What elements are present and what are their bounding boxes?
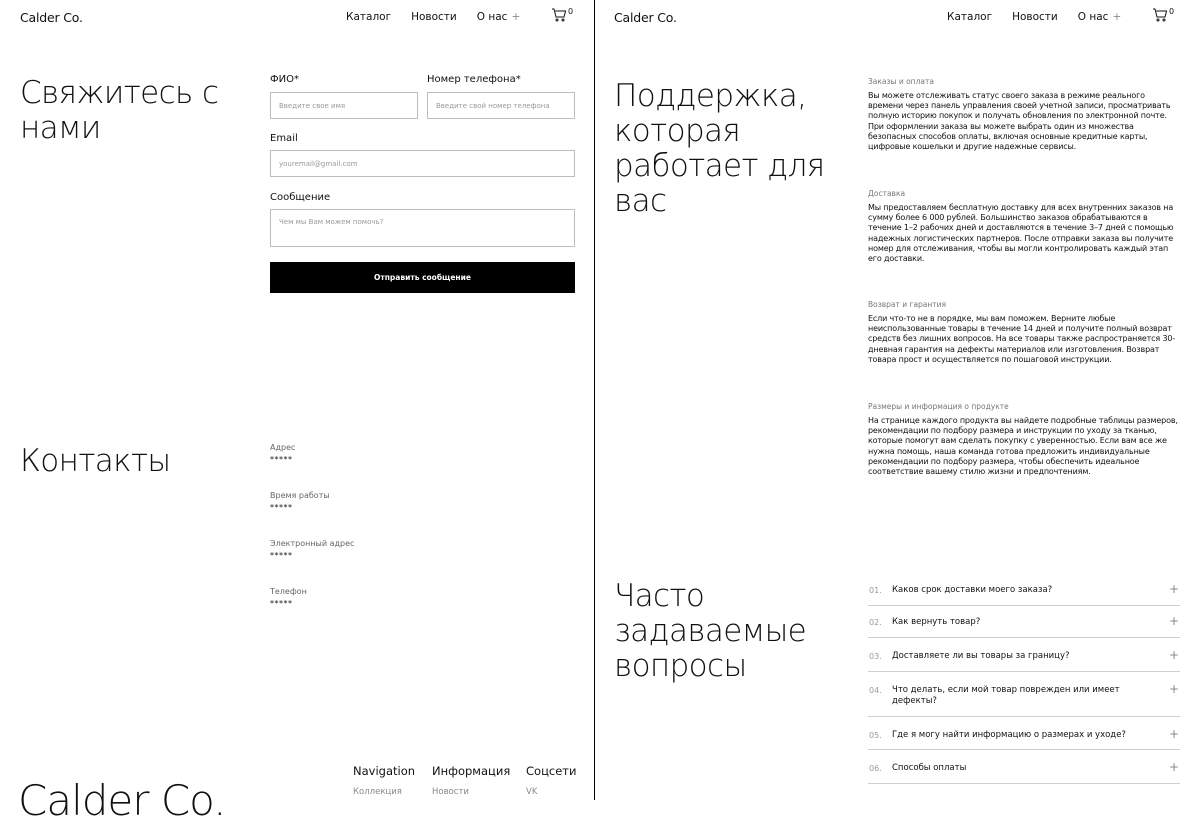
contact-value: ***** (270, 455, 293, 464)
support-heading-line: которая (614, 113, 741, 149)
faq-heading-line: задаваемые (614, 613, 807, 649)
faq-item[interactable] (868, 610, 1180, 638)
nav-about-label: О нас (476, 11, 508, 23)
support-section-title: Заказы и оплата (868, 77, 934, 86)
contact-address (270, 443, 295, 464)
contacts-heading: Контакты (20, 443, 171, 479)
faq-number: 03. (869, 652, 882, 661)
contact-email (270, 539, 354, 560)
faq-heading (614, 579, 806, 684)
footer-column-heading: Соцсети (526, 764, 577, 778)
support-heading-line: работает для (614, 148, 825, 184)
faq-number: 01. (869, 586, 882, 595)
support-section-title: Доставка (868, 189, 906, 198)
plus-icon: + (1168, 582, 1179, 596)
footer-column-heading: Navigation (353, 764, 416, 778)
cart-button[interactable] (1152, 7, 1176, 25)
faq-question: Что делать, если мой товар поврежден или имеет дефекты? (892, 685, 1120, 706)
support-section-sizes (868, 402, 1182, 477)
support-section-text: Мы предоставляем бесплатную доставку для всех внутренних заказов на сумму более 6 000 рублей. Большинство заказов обрабатываются в течение 1–2 рабочих дней и доставляются в течение 3–7 дней с помощью надежных логистических партнеров. После отправки заказа вы получите номер для отслеживания, чтобы вы могли контролировать каждый этап его доставки. (868, 203, 1174, 264)
name-label: ФИО* (270, 74, 299, 85)
faq-question: Способы оплаты (892, 763, 967, 773)
faq-question: Как вернуть товар? (892, 617, 981, 627)
cart-icon (1152, 7, 1168, 23)
plus-icon: + (1168, 760, 1179, 774)
support-section-title: Размеры и информация о продукте (868, 402, 1009, 411)
contact-label: Адрес (270, 443, 296, 452)
nav-catalog[interactable]: Каталог (346, 11, 392, 23)
contact-value: ***** (270, 551, 293, 560)
cart-icon (551, 7, 567, 23)
phone-label: Номер телефона* (427, 74, 521, 85)
footer-link[interactable]: VK (526, 787, 538, 797)
faq-item[interactable] (868, 643, 1180, 672)
contact-label: Электронный адрес (270, 539, 355, 548)
footer-link[interactable]: Новости (432, 787, 469, 797)
main-nav (947, 11, 1121, 23)
contact-heading (20, 76, 218, 146)
footer-link[interactable]: Коллекция (353, 787, 402, 797)
message-field[interactable] (270, 209, 575, 247)
contact-hours (270, 491, 330, 512)
nav-about[interactable] (477, 11, 521, 23)
contact-heading-line: Свяжитесь с (20, 75, 219, 111)
support-section-text: На странице каждого продукта вы найдете подробные таблицы размеров, рекомендации по подбору размера и инструкции по уходу за тканью, которые помогут вам сделать покупку с уверенностью. Если вам все же нужна помощь, наша команда готова предложить индивидуальные рекомендации по подбору размера, чтобы обеспечить идеальное соответствие вашему стилю жизни и предпочтениям. (868, 416, 1178, 477)
faq-question: Каков срок доставки моего заказа? (892, 585, 1053, 595)
support-heading (614, 79, 825, 219)
support-heading-line: Поддержка, (614, 78, 807, 114)
support-heading-line: вас (614, 183, 667, 219)
header (596, 0, 1200, 36)
plus-icon: + (1168, 614, 1179, 628)
faq-item[interactable] (868, 755, 1180, 784)
footer-column-heading: Информация (432, 764, 511, 778)
header (0, 0, 594, 36)
phone-field[interactable] (427, 92, 575, 119)
contact-label: Время работы (270, 491, 330, 500)
main-nav (346, 11, 520, 23)
logo[interactable]: Calder Co. (614, 10, 677, 25)
faq-item[interactable] (868, 578, 1180, 606)
faq-number: 02. (869, 618, 882, 627)
plus-icon: + (511, 11, 521, 23)
contact-value: ***** (270, 599, 293, 608)
contact-value: ***** (270, 503, 293, 512)
faq-heading-line: Часто (614, 578, 705, 614)
support-section-text: Вы можете отслеживать статус своего заказа в режиме реального времени через панель управления своей учетной записи, просматривать полную историю покупок и получать обновления по электронной почте. При оформлении заказа вы можете выбрать один из множества безопасных способов оплаты, включая основные кредитные карты, цифровые кошельки и другие надежные сервисы. (868, 91, 1171, 152)
contact-label: Телефон (270, 587, 307, 596)
support-section-text: Если что-то не в порядке, мы вам поможем. Верните любые неиспользованные товары в течение 14 дней и получите полный возврат средств без лишних вопросов. На все товары также распространяется 30-дневная гарантия на дефекты материалов или изготовления. Возврат товара прост и осуществляется по пошаговой инструкции. (868, 314, 1176, 364)
faq-number: 04. (869, 686, 882, 695)
support-section-returns (868, 300, 1182, 365)
plus-icon: + (1168, 682, 1179, 696)
footer-column-info (432, 764, 510, 797)
name-field[interactable] (270, 92, 418, 119)
nav-news[interactable]: Новости (411, 11, 457, 23)
cart-count: 0 (1169, 7, 1175, 16)
email-field[interactable] (270, 150, 575, 177)
plus-icon: + (1112, 11, 1122, 23)
nav-news[interactable]: Новости (1012, 11, 1058, 23)
faq-question: Доставляете ли вы товары за границу? (892, 651, 1070, 661)
faq-question: Где я могу найти информацию о размерах и уходе? (892, 730, 1126, 740)
support-section-delivery (868, 189, 1182, 264)
plus-icon: + (1168, 648, 1179, 662)
contact-heading-line: нами (20, 110, 101, 146)
submit-button[interactable]: Отправить сообщение (270, 262, 575, 293)
nav-about-label: О нас (1077, 11, 1109, 23)
support-section-orders (868, 77, 1182, 152)
contact-page-panel (0, 0, 595, 825)
footer-logo: Calder Co. (18, 776, 226, 825)
cart-button[interactable] (551, 7, 575, 25)
faq-number: 05. (869, 731, 882, 740)
faq-item[interactable] (868, 722, 1180, 750)
message-label: Сообщение (270, 192, 331, 203)
nav-about[interactable] (1078, 11, 1122, 23)
footer-column-navigation (353, 764, 415, 797)
faq-heading-line: вопросы (614, 648, 747, 684)
plus-icon: + (1168, 727, 1179, 741)
cart-count: 0 (568, 7, 574, 16)
faq-number: 06. (869, 764, 882, 773)
faq-item[interactable] (868, 677, 1180, 717)
email-label: Email (270, 133, 298, 144)
nav-catalog[interactable]: Каталог (947, 11, 993, 23)
footer-column-social (526, 764, 576, 797)
logo[interactable]: Calder Co. (20, 10, 83, 25)
contact-phone (270, 587, 307, 608)
support-section-title: Возврат и гарантия (868, 300, 947, 309)
